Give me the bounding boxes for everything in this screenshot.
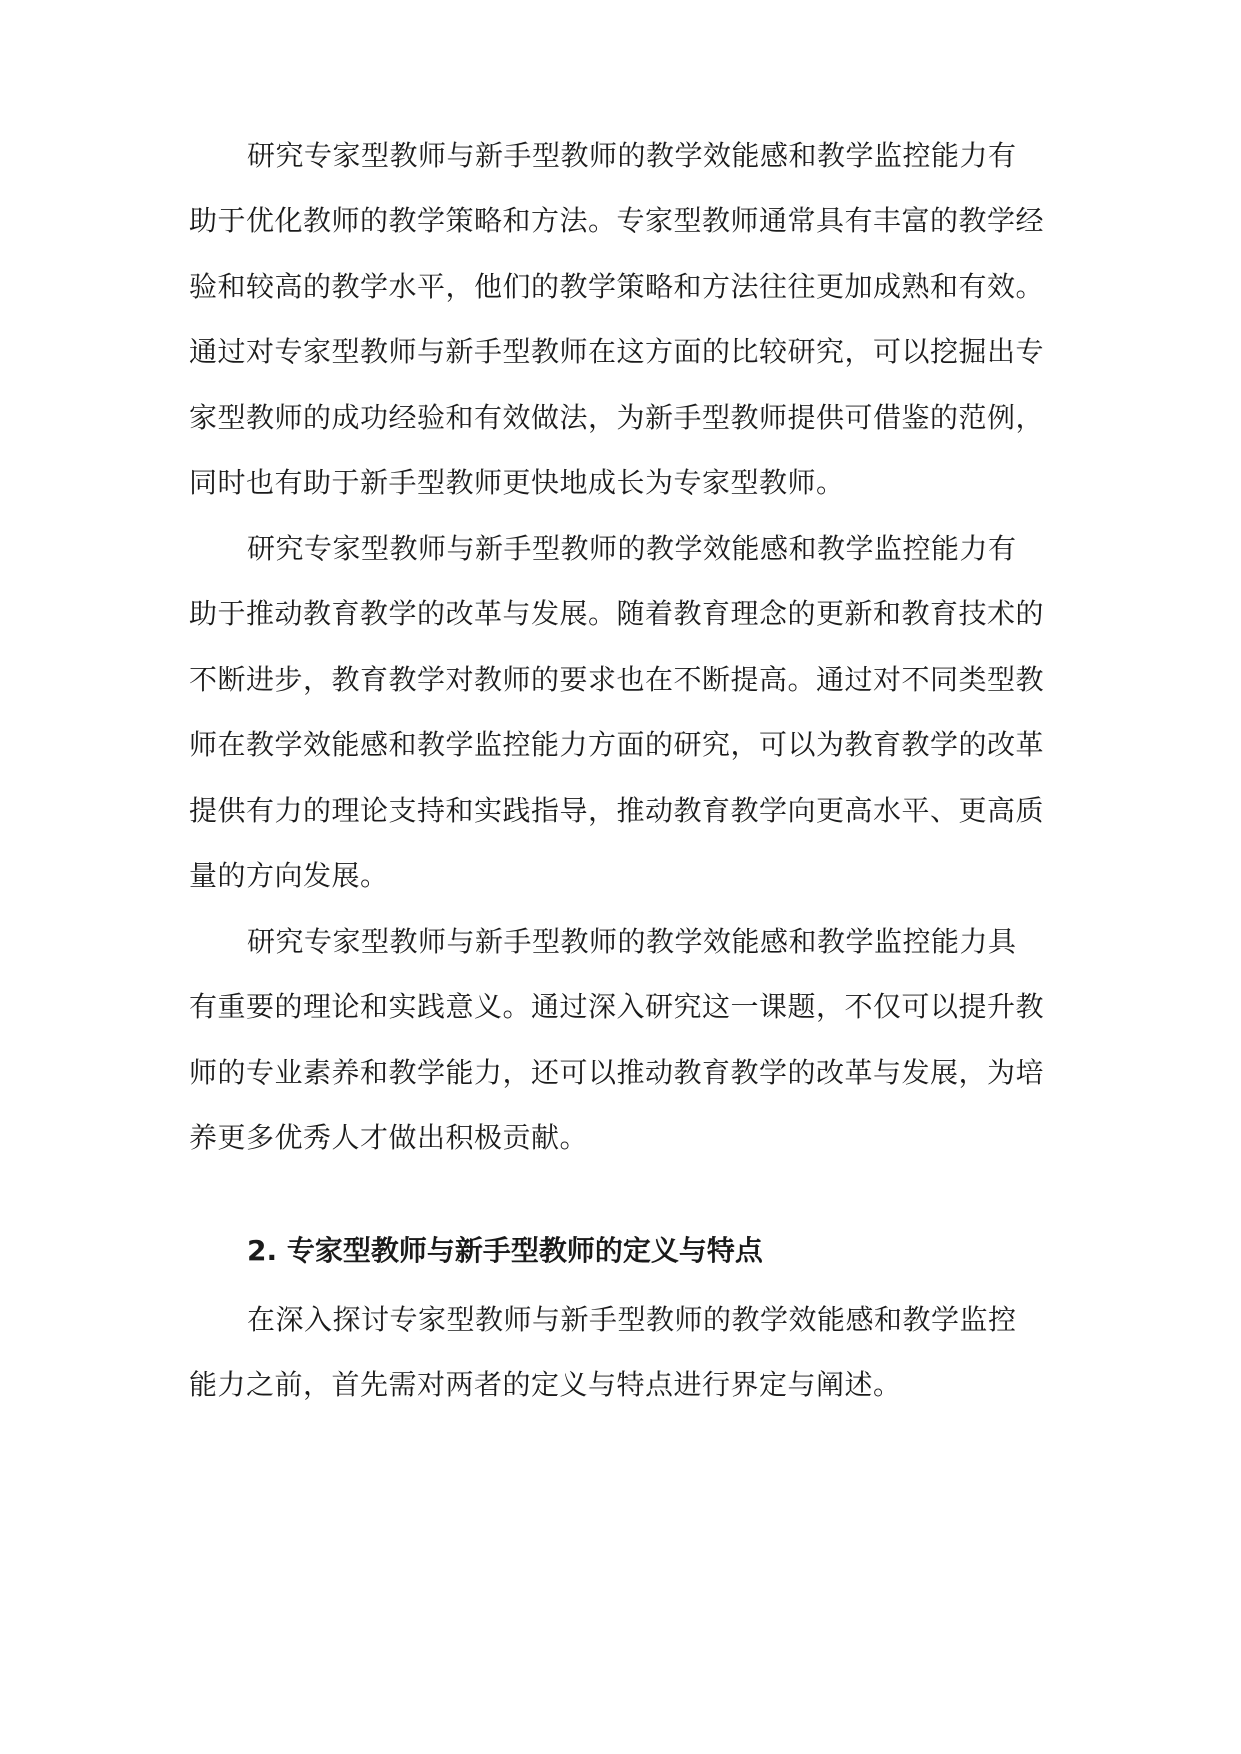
paragraph-line: 不断进步，教育教学对教师的要求也在不断提高。通过对不同类型教 — [189, 663, 1045, 696]
paragraph-line: 助于推动教育教学的改革与发展。随着教育理念的更新和教育技术的 — [189, 597, 1045, 630]
paragraph-line: 有重要的理论和实践意义。通过深入研究这一课题，不仅可以提升教 — [189, 990, 1045, 1023]
paragraph-line: 研究专家型教师与新手型教师的教学效能感和教学监控能力具 — [247, 925, 1017, 958]
paragraph-line: 能力之前，首先需对两者的定义与特点进行界定与阐述。 — [189, 1368, 902, 1401]
paragraph-line: 验和较高的教学水平，他们的教学策略和方法往往更加成熟和有效。 — [189, 270, 1045, 303]
paragraph-line: 师在教学效能感和教学监控能力方面的研究，可以为教育教学的改革 — [189, 728, 1045, 761]
paragraph-line: 养更多优秀人才做出积极贡献。 — [189, 1121, 589, 1154]
paragraph-line: 研究专家型教师与新手型教师的教学效能感和教学监控能力有 — [247, 532, 1017, 565]
paragraph-line: 通过对专家型教师与新手型教师在这方面的比较研究，可以挖掘出专 — [189, 335, 1045, 368]
section-heading: 2. 专家型教师与新手型教师的定义与特点 — [247, 1234, 763, 1267]
paragraph-line: 提供有力的理论支持和实践指导，推动教育教学向更高水平、更高质 — [189, 794, 1045, 827]
paragraph-line: 研究专家型教师与新手型教师的教学效能感和教学监控能力有 — [247, 139, 1017, 172]
paragraph-line: 师的专业素养和教学能力，还可以推动教育教学的改革与发展，为培 — [189, 1056, 1045, 1089]
paragraph-line: 家型教师的成功经验和有效做法，为新手型教师提供可借鉴的范例， — [189, 401, 1045, 434]
paragraph-line: 量的方向发展。 — [189, 859, 389, 892]
paragraph-line: 助于优化教师的教学策略和方法。专家型教师通常具有丰富的教学经 — [189, 204, 1045, 237]
paragraph-line: 在深入探讨专家型教师与新手型教师的教学效能感和教学监控 — [247, 1303, 1017, 1336]
paragraph-line: 同时也有助于新手型教师更快地成长为专家型教师。 — [189, 466, 845, 499]
